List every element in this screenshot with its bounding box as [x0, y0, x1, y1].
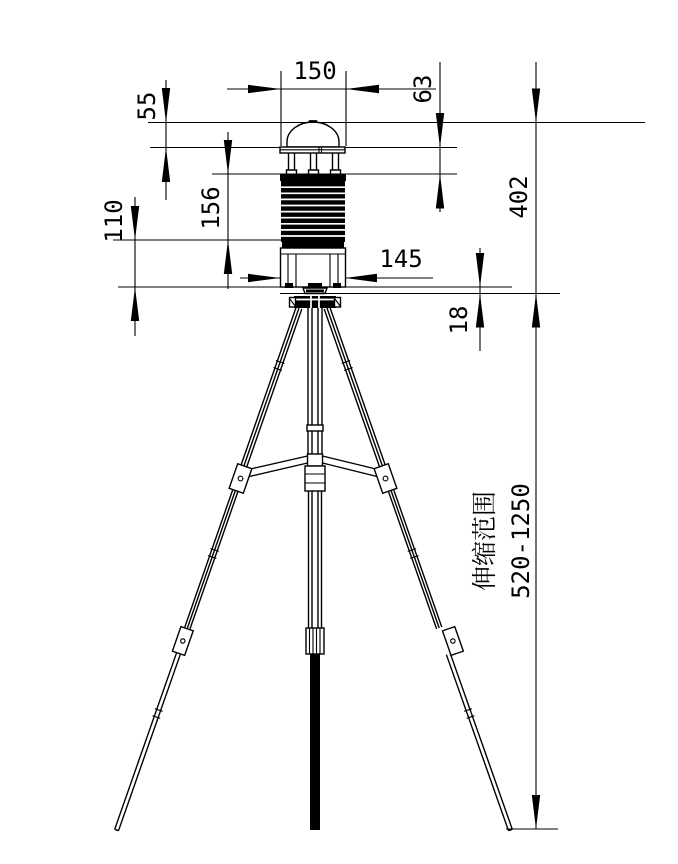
mount-adapter — [303, 288, 327, 294]
dim-dome-height-55 — [133, 80, 170, 200]
column-brace-hub — [308, 454, 323, 466]
column-middle-tube — [309, 491, 322, 628]
sensor-pillars — [287, 153, 341, 175]
dim-shield-height-156 — [197, 132, 232, 289]
tripod — [115, 296, 513, 831]
column-joint — [307, 425, 323, 431]
column-clamp — [305, 466, 325, 491]
sensor-dome — [287, 122, 339, 147]
dim-base-section-110 — [100, 197, 139, 336]
sensor-base-collar — [281, 248, 346, 288]
tripod-head — [290, 296, 341, 308]
dim-label-156: 156 — [197, 186, 225, 230]
dim-label-402: 402 — [505, 175, 533, 219]
dim-label-145: 145 — [379, 245, 423, 273]
clamp-body — [374, 464, 397, 493]
column-lower-clamp — [306, 628, 324, 654]
clamp-body — [229, 464, 252, 493]
leg-left-lower-clamp — [172, 627, 193, 656]
louver-top-plate — [280, 175, 346, 182]
dim-label-110: 110 — [100, 199, 128, 243]
adapter-band — [306, 290, 324, 293]
louver-bottom-plate — [282, 242, 344, 248]
leg-right-lower-clamp — [442, 627, 463, 656]
dim-label-18: 18 — [445, 305, 473, 335]
column-lower-shaft — [310, 654, 320, 830]
telescopic-range-value: 520-1250 — [507, 483, 535, 599]
telescopic-range-caption: 伸缩范围 — [470, 490, 499, 592]
head-block — [294, 296, 336, 308]
center-column — [305, 308, 325, 830]
dimension-annotations — [100, 57, 558, 829]
dim-label-150: 150 — [293, 57, 337, 85]
tripod-leg-left — [115, 307, 302, 831]
dim-label-63: 63 — [409, 74, 437, 104]
clamp-body — [442, 627, 463, 656]
dim-station-height-402-and-telescopic-range — [470, 62, 558, 829]
dim-adapter-height-18 — [445, 248, 484, 351]
dim-top-width-150 — [227, 57, 436, 146]
leg-left-tubes — [115, 307, 302, 831]
leg-right-upper-clamp — [374, 464, 397, 493]
clamp-body — [172, 627, 193, 656]
leg-left-upper-clamp — [229, 464, 252, 493]
dim-cap-section-63 — [409, 62, 444, 212]
radiation-shield-louvers — [280, 175, 346, 248]
dim-label-55: 55 — [133, 91, 161, 121]
column-upper-tube — [308, 308, 322, 454]
weather-station-sensor — [280, 121, 346, 294]
